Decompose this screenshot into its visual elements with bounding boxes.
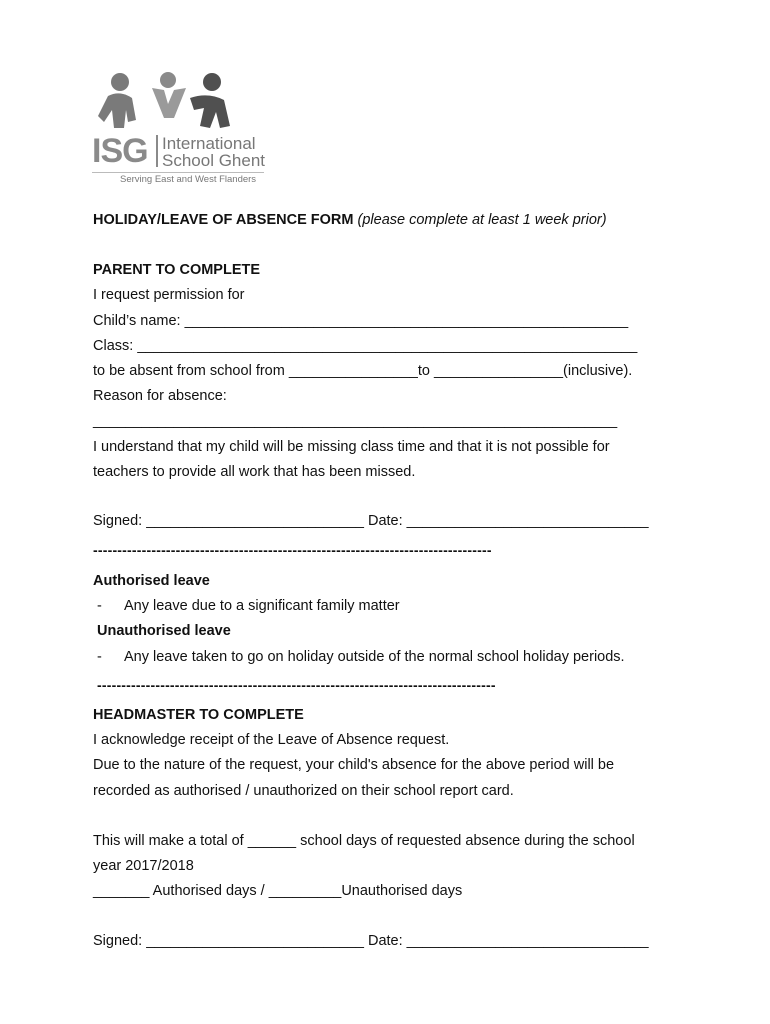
class-row <box>93 337 637 355</box>
inclusive-label: (inclusive). <box>563 363 633 379</box>
understand-line-2: teachers to provide all work that has been missed. <box>93 464 416 480</box>
absent-from-label: to be absent from school from <box>93 363 289 379</box>
separator-1: ---------------------------------------------------------------------------------- <box>93 542 492 558</box>
reason-label: Reason for absence: <box>93 388 227 404</box>
total-days-line-2: year 2017/2018 <box>93 858 194 874</box>
absent-to-label: to <box>417 363 434 379</box>
class-field[interactable]: ______________________________________________________________ <box>137 338 638 354</box>
request-line: I request permission for <box>93 287 245 303</box>
parent-signature-field[interactable]: ___________________________ <box>146 513 364 529</box>
unauthorised-heading: Unauthorised leave <box>97 623 231 639</box>
logo-divider <box>156 135 158 167</box>
parent-heading: PARENT TO COMPLETE <box>93 262 261 278</box>
headmaster-date-label: Date: <box>363 933 407 949</box>
child-name-label: Child’s name: <box>93 313 185 329</box>
school-logo <box>90 70 270 190</box>
unauthorised-item <box>93 648 625 666</box>
headmaster-line-2: Due to the nature of the request, your child's absence for the above period will be <box>93 757 615 773</box>
child-name-row <box>93 312 628 330</box>
parent-signed-label: Signed: <box>93 513 147 529</box>
parent-date-label: Date: <box>363 513 407 529</box>
days-breakdown-line: _______ Authorised days / _________Unauthorised days <box>93 883 463 899</box>
headmaster-line-3: recorded as authorised / unauthorized on their school report card. <box>93 783 514 799</box>
headmaster-date-field[interactable]: ______________________________ <box>406 933 649 949</box>
logo-abbr: ISG <box>92 132 148 170</box>
authorised-item-text: Any leave due to a significant family matter <box>124 598 400 614</box>
bullet-dash: - <box>97 649 102 665</box>
class-label: Class: <box>93 338 138 354</box>
absent-to-field[interactable]: ________________ <box>434 363 564 379</box>
absent-from-field[interactable]: ________________ <box>288 363 418 379</box>
total-days-line-1: This will make a total of ______ school days of requested absence during the school <box>93 833 635 849</box>
headmaster-signature-field[interactable]: ___________________________ <box>146 933 364 949</box>
headmaster-heading: HEADMASTER TO COMPLETE <box>93 707 304 723</box>
authorised-item <box>93 597 400 615</box>
headmaster-signature-row <box>93 932 649 950</box>
authorised-heading: Authorised leave <box>93 573 210 589</box>
separator-2: ---------------------------------------------------------------------------------- <box>97 677 496 693</box>
logo-rule <box>92 172 264 173</box>
parent-date-field[interactable]: ______________________________ <box>406 513 649 529</box>
form-title <box>93 211 607 229</box>
logo-tagline: Serving East and West Flanders <box>120 174 257 185</box>
reason-field[interactable]: _________________________________________________________________ <box>93 413 618 429</box>
form-title-note: (please complete at least 1 week prior) <box>357 212 607 228</box>
child-name-field[interactable]: _______________________________________________________ <box>184 313 629 329</box>
understand-line-1: I understand that my child will be missing class time and that it is not possible for <box>93 439 610 455</box>
headmaster-line-1: I acknowledge receipt of the Leave of Absence request. <box>93 732 450 748</box>
headmaster-signed-label: Signed: <box>93 933 147 949</box>
parent-signature-row <box>93 512 649 530</box>
logo-name-line2: School Ghent <box>162 151 266 170</box>
absence-dates-row <box>93 362 632 380</box>
bullet-dash: - <box>97 598 102 614</box>
logo-name-line1: International <box>162 134 256 153</box>
form-title-main: HOLIDAY/LEAVE OF ABSENCE FORM <box>93 212 354 228</box>
unauthorised-item-text: Any leave taken to go on holiday outside of the normal school holiday periods. <box>124 649 625 665</box>
